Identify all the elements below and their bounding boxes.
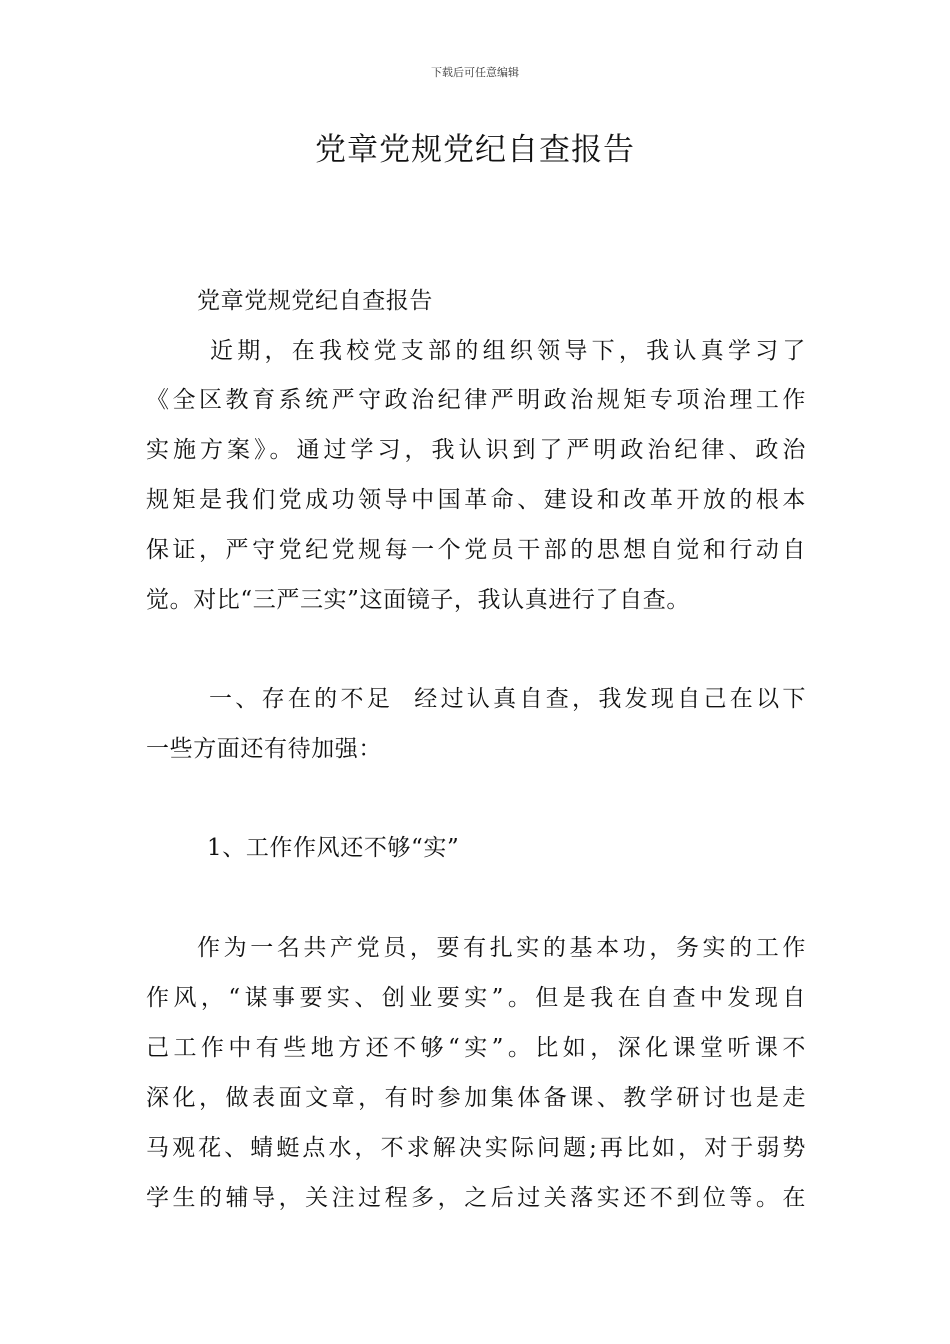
paragraph-line: 作为一名共产党员，要有扎实的基本功，务实的工作	[197, 935, 806, 961]
paragraph-line: 己工作中有些地方还不够“实”。比如，深化课堂听课不	[146, 1035, 806, 1061]
paragraph-line: 马观花、蜻蜓点水，不求解决实际问题;再比如，对于弱势	[146, 1135, 806, 1161]
header-note: 下载后可任意编辑	[431, 66, 519, 79]
paragraph-line: 近期，在我校党支部的组织领导下，我认真学习了	[210, 338, 806, 364]
paragraph-line: 实施方案》。通过学习，我认识到了严明政治纪律、政治	[146, 437, 806, 463]
paragraph-line: 《全区教育系统严守政治纪律严明政治规矩专项治理工作	[146, 387, 806, 413]
subsection-heading: 1、工作作风还不够“实”	[207, 835, 460, 861]
paragraph-line: 保证，严守党纪党规每一个党员干部的思想自觉和行动自	[146, 537, 806, 563]
paragraph-line: 学生的辅导，关注过程多，之后过关落实还不到位等。在	[146, 1185, 806, 1211]
paragraph-line: 深化，做表面文章，有时参加集体备课、教学研讨也是走	[146, 1085, 806, 1111]
body-subtitle: 党章党规党纪自查报告	[197, 288, 433, 314]
paragraph-line: 作风，“谋事要实、创业要实”。但是我在自查中发现自	[146, 985, 806, 1011]
paragraph-line: 规矩是我们党成功领导中国革命、建设和改革开放的根本	[146, 487, 806, 513]
paragraph-line: 觉。对比“三严三实”这面镜子，我认真进行了自查。	[146, 587, 690, 613]
paragraph-line: 一些方面还有待加强：	[146, 736, 382, 762]
section-heading-line: 一、存在的不足 经过认真自查，我发现自己在以下	[209, 686, 806, 712]
document-title: 党章党规党纪自查报告	[315, 132, 635, 168]
